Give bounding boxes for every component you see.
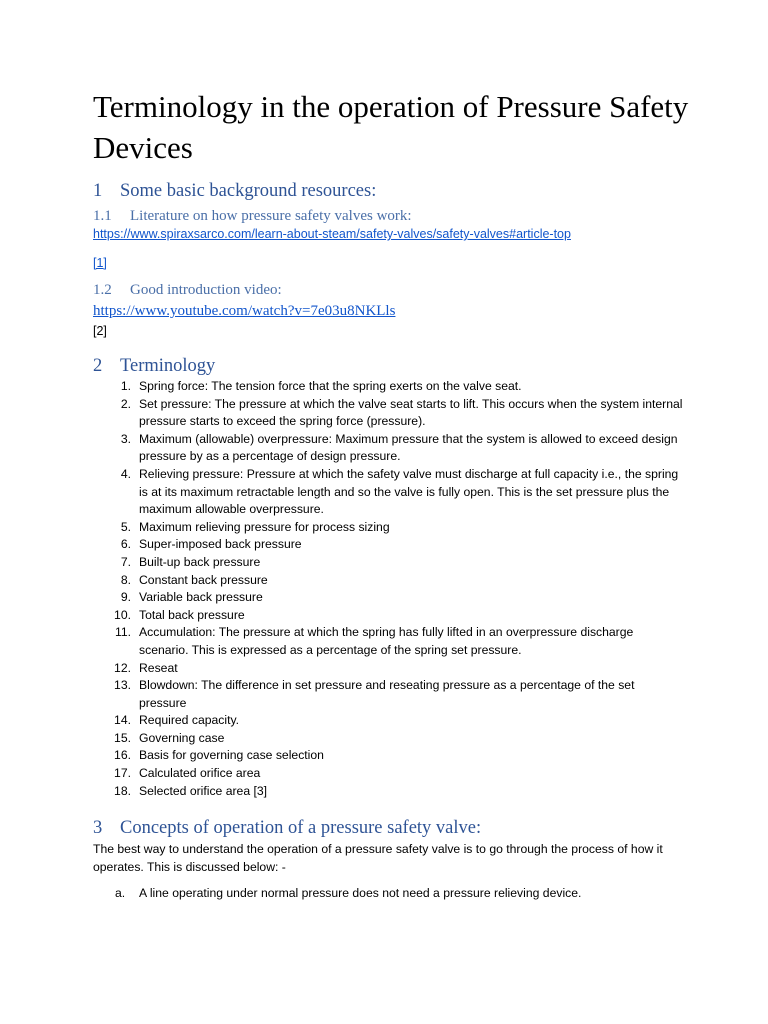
list-item <box>93 536 683 554</box>
list-item <box>93 624 683 659</box>
list-item-number: 8. <box>120 572 131 587</box>
list-item-text: A line operating under normal pressure does not need a pressure relieving device. <box>139 886 582 900</box>
list-item <box>93 712 683 730</box>
section-2-heading <box>93 356 215 377</box>
list-item <box>93 554 683 572</box>
list-item-text: Blowdown: The difference in set pressure and reseating pressure as a percentage of the set pressure <box>139 678 635 710</box>
list-item <box>93 783 683 801</box>
list-item <box>93 431 683 466</box>
list-item-number: 13. <box>114 678 131 693</box>
reference-1-link[interactable]: [1] <box>93 256 107 270</box>
list-item-letter: a. <box>115 886 126 900</box>
section-1-heading <box>93 181 376 202</box>
list-item-number: 4. <box>120 466 131 481</box>
list-item <box>93 677 683 712</box>
section-2-number: 2 <box>93 356 103 376</box>
list-item-text: Calculated orifice area <box>139 766 261 781</box>
list-item <box>93 519 683 537</box>
list-item-number: 9. <box>120 590 131 605</box>
list-item <box>93 730 683 748</box>
list-item-text: Super-imposed back pressure <box>139 537 302 552</box>
list-item-text: Total back pressure <box>139 607 245 622</box>
section-3-heading <box>93 818 481 839</box>
list-item-text: Maximum (allowable) overpressure: Maximum pressure that the system is allowed to exceed design pressure by as a percentage of design pressure. <box>139 431 678 464</box>
list-item-text: Selected orifice area [3] <box>139 783 268 798</box>
list-item-text: Set pressure: The pressure at which the valve seat starts to lift. This occurs when the system internal pressure starts to exceed the spring force (pressure). <box>139 396 683 429</box>
list-item <box>93 466 683 519</box>
list-item-number: 17. <box>114 766 131 781</box>
list-item <box>93 747 683 765</box>
section-1-number: 1 <box>93 181 103 201</box>
subsection-1-1-heading <box>93 208 412 225</box>
list-item-text: Spring force: The tension force that the spring exerts on the valve seat. <box>139 379 522 393</box>
section-1-title: Some basic background resources: <box>120 181 377 201</box>
list-item <box>93 607 683 625</box>
list-item-number: 3. <box>120 431 131 446</box>
list-item-text: Built-up back pressure <box>139 554 261 569</box>
section-3-title: Concepts of operation of a pressure safety valve: <box>120 818 482 838</box>
youtube-video-link[interactable]: https://www.youtube.com/watch?v=7e03u8NKLls <box>93 303 396 319</box>
list-item <box>93 660 683 678</box>
list-item-text: Accumulation: The pressure at which the spring has fully lifted in an overpressure discharge scenario. This is expressed as a percentage of the spring set pressure. <box>139 625 634 657</box>
document-title: Terminology in the operation of Pressure Safety Devices <box>93 89 689 165</box>
list-item <box>93 378 683 396</box>
subsection-1-1-number: 1.1 <box>93 208 112 224</box>
list-item-number: 16. <box>114 748 131 763</box>
spiraxsarco-link[interactable]: https://www.spiraxsarco.com/learn-about-steam/safety-valves/safety-valves#article-top <box>93 227 571 241</box>
list-item-text: Governing case <box>139 730 225 745</box>
list-item-text: Variable back pressure <box>139 590 263 605</box>
list-item-text: Constant back pressure <box>139 572 268 587</box>
terminology-list <box>93 378 683 800</box>
list-item-number: 12. <box>114 660 131 675</box>
list-item <box>93 572 683 590</box>
list-item-text: Reseat <box>139 660 178 675</box>
reference-2: [2] <box>93 324 107 338</box>
list-item-number: 6. <box>120 537 131 552</box>
list-item <box>93 589 683 607</box>
list-item-text: Basis for governing case selection <box>139 748 324 763</box>
list-item <box>93 885 683 903</box>
subsection-1-2-heading <box>93 282 282 299</box>
list-item-number: 1. <box>120 379 131 393</box>
list-item <box>93 396 683 431</box>
subsection-1-1-title: Literature on how pressure safety valves work: <box>130 208 412 224</box>
list-item-text: Relieving pressure: Pressure at which the safety valve must discharge at full capacity i.e., the spring is at its maximum retractable length and so the valve is fully open. This is the set pressure plus the maximum allowable overpressure. <box>139 466 679 517</box>
list-item-number: 15. <box>114 730 131 745</box>
section-3-paragraph: The best way to understand the operation of a pressure safety valve is to go through the process of how it operates. This is discussed below: - <box>93 842 663 874</box>
section-2-title: Terminology <box>120 356 216 376</box>
list-item-number: 11. <box>114 625 131 640</box>
list-item-number: 7. <box>120 554 131 569</box>
list-item-text: Maximum relieving pressure for process sizing <box>139 519 390 534</box>
list-item-number: 10. <box>114 607 131 622</box>
list-item-number: 2. <box>120 396 131 411</box>
list-item-number: 18. <box>114 783 131 798</box>
list-item <box>93 765 683 783</box>
section-3-number: 3 <box>93 818 103 838</box>
subsection-1-2-number: 1.2 <box>93 282 112 298</box>
list-item-number: 14. <box>114 713 131 728</box>
subsection-1-2-title: Good introduction video: <box>130 282 282 298</box>
list-item-number: 5. <box>120 519 131 534</box>
list-item-text: Required capacity. <box>139 713 240 728</box>
